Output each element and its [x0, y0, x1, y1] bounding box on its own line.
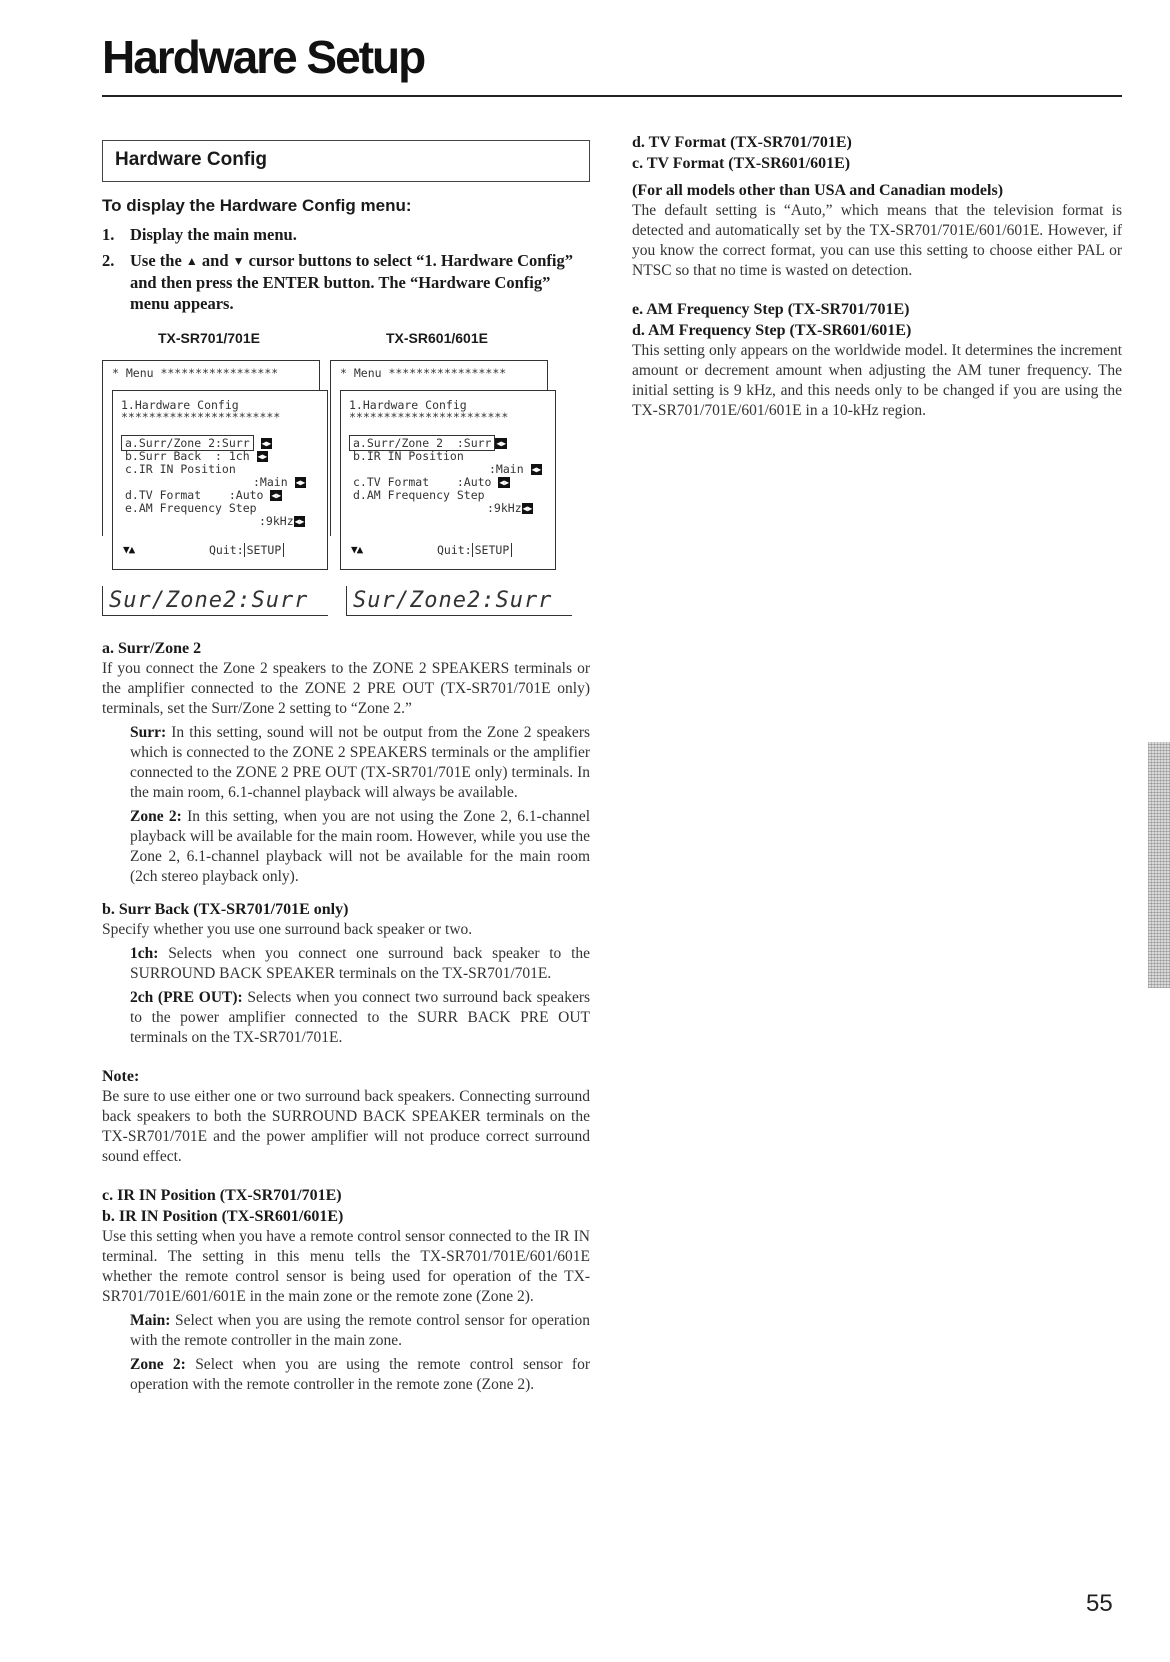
display-menu-heading: To display the Hardware Config menu: [102, 196, 412, 215]
ir-in-heading-701: c. IR IN Position (TX-SR701/701E) [102, 1187, 342, 1204]
menu-item-surr-back[interactable]: b.Surr Back : 1ch ◀▶ [125, 449, 268, 463]
lr-icon: ◀▶ [294, 517, 305, 526]
model-label: TX-SR601/601E [386, 330, 488, 346]
hardware-config-frame [340, 390, 556, 570]
front-display-sr701: Sur/Zone2:Surr [102, 586, 328, 616]
menu-item-am-step[interactable]: d.AM Frequency Step [353, 488, 485, 502]
surr-back-heading: b. Surr Back (TX-SR701/701E only) [102, 901, 349, 918]
osd-screens [102, 360, 590, 580]
down-arrow-icon: ▼ [232, 254, 245, 268]
ir-in-heading-601: b. IR IN Position (TX-SR601/601E) [102, 1208, 344, 1225]
steps-list [102, 224, 590, 314]
surr-zone-body: If you connect the Zone 2 speakers to the ZONE 2 SPEAKERS terminals or the amplifier connected to the ZONE 2 PRE OUT (TX-SR701/701E only) terminals, set the Surr/Zone 2 setting to “Zone 2.” [102, 660, 590, 717]
lr-icon: ◀▶ [522, 504, 533, 513]
up-arrow-icon: ▲ [185, 254, 198, 268]
menu-stars: *********************** [121, 410, 281, 424]
lr-icon: ◀▶ [257, 452, 268, 461]
menu-item-surr-zone[interactable]: a.Surr/Zone 2:Surr ◀▶ [121, 437, 272, 450]
lr-icon: ◀▶ [261, 439, 272, 448]
left-column [102, 140, 590, 1395]
step-2: 2. Use the ▲ and ▼ cursor buttons to select “1. Hardware Config” and then press the ENTER button. The “Hardware Config” menu appears. [102, 251, 573, 313]
menu-item-surr-zone[interactable]: a.Surr/Zone 2 :Surr ◀▶ [349, 437, 507, 450]
ir-in-body: Use this setting when you have a remote control sensor connected to the IR IN terminal. The setting in this menu tells the TX-SR701/701E/601/601E whether the remote control sensor is being used for operation of the TX-SR701/701E/601/601E in the main zone or the remote zone (Zone 2). [102, 1228, 590, 1305]
tv-format-heading-601: c. TV Format (TX-SR601/601E) [632, 155, 851, 172]
up-down-icon: ▼▲ [351, 543, 363, 556]
lr-icon: ◀▶ [295, 478, 306, 487]
menu-stars: *********************** [349, 410, 509, 424]
hardware-config-frame [112, 390, 328, 570]
menu-item-tv-format[interactable]: c.TV Format :Auto ◀▶ [353, 475, 510, 489]
2ch-option: 2ch (PRE OUT): Selects when you connect two surround back speakers to the power amplifier connected to the SURR BACK PRE OUT terminals on the TX-SR701/701E. [130, 989, 591, 1046]
menu-line: * Menu ***************** [112, 366, 279, 380]
osd-screen-sr601 [330, 360, 556, 572]
section-title-box: Hardware Config [102, 140, 590, 182]
up-down-icon: ▼▲ [123, 543, 135, 556]
surr-option: Surr: In this setting, sound will not be output from the Zone 2 speakers which is connected to the ZONE 2 SPEAKERS terminals or the amplifier connected to the ZONE 2 PRE OUT (TX-SR701/701E only) terminals. In the main room, 6.1-channel playback will always be available. [130, 724, 591, 801]
main-option: Main: Select when you are using the remote control sensor for operation with the remote controller in the main zone. [130, 1312, 591, 1349]
quit-hint: Quit: SETUP [209, 543, 284, 557]
front-display-sr601: Sur/Zone2:Surr [346, 586, 572, 616]
surr-back-body: Specify whether you use one surround back speaker or two. [102, 921, 473, 938]
model-label: TX-SR701/701E [158, 330, 260, 346]
page-title: Hardware Setup [102, 31, 425, 83]
right-column [632, 132, 1122, 421]
tv-format-body: The default setting is “Auto,” which means that the television format is detected and automatically set by the TX-SR701/701E/601/601E. However, if you know the correct format, you can use this setting to choose either PAL or NTSC so that no time is wasted on detection. [632, 202, 1122, 279]
title-rule [102, 95, 1122, 97]
lr-icon: ◀▶ [496, 439, 507, 448]
menu-item-ir-in-value: :Main ◀▶ [253, 475, 306, 489]
lr-icon: ◀▶ [499, 478, 510, 487]
menu-title: 1.Hardware Config [349, 398, 467, 412]
menu-item-ir-in-value: :Main ◀▶ [489, 462, 542, 476]
lr-icon: ◀▶ [531, 465, 542, 474]
am-step-heading-601: d. AM Frequency Step (TX-SR601/601E) [632, 322, 912, 339]
zone2-option: Zone 2: In this setting, when you are not using the Zone 2, 6.1-channel playback will be available for the main room. However, while you use the Zone 2, 6.1-channel playback will not be available for the main room (2ch stereo playback only). [130, 808, 591, 885]
menu-title: 1.Hardware Config [121, 398, 239, 412]
am-step-body: This setting only appears on the worldwide model. It determines the increment amount or decrement amount when adjusting the AM tuner frequency. The initial setting is 9 kHz, and this needs only to be changed if you are using the TX-SR701/701E/601/601E in a 10-kHz region. [632, 342, 1122, 419]
tv-format-heading-701: d. TV Format (TX-SR701/701E) [632, 134, 852, 151]
step-1: 1. Display the main menu. [102, 225, 297, 244]
model-labels [102, 330, 590, 352]
menu-item-am-step-value: :9kHz◀▶ [259, 514, 305, 528]
am-step-heading-701: e. AM Frequency Step (TX-SR701/701E) [632, 301, 910, 318]
note-heading: Note: [102, 1068, 140, 1085]
quit-hint: Quit: SETUP [437, 543, 512, 557]
menu-item-tv-format[interactable]: d.TV Format :Auto ◀▶ [125, 488, 282, 502]
note-body: Be sure to use either one or two surround back speakers. Connecting surround back speakers to both the SURROUND BACK SPEAKER terminals on the TX-SR701/701E and the power amplifier will not produce correct surround sound effect. [102, 1088, 590, 1165]
ir-zone2-option: Zone 2: Select when you are using the remote control sensor for operation with the remote controller in the remote zone (Zone 2). [130, 1356, 590, 1393]
front-panel-displays [102, 586, 590, 620]
surr-zone-heading: a. Surr/Zone 2 [102, 640, 202, 657]
tv-format-models-heading: (For all models other than USA and Canadian models) [632, 182, 1004, 199]
menu-item-ir-in[interactable]: c.IR IN Position [125, 462, 236, 476]
menu-line: * Menu ***************** [340, 366, 507, 380]
chapter-thumb-tab [1148, 742, 1170, 988]
page-number: 55 [1086, 1590, 1113, 1617]
1ch-option: 1ch: Selects when you connect one surround back speaker to the SURROUND BACK SPEAKER terminals on the TX-SR701/701E. [130, 945, 590, 982]
osd-screen-sr701 [102, 360, 328, 572]
menu-item-ir-in[interactable]: b.IR IN Position [353, 449, 464, 463]
lr-icon: ◀▶ [271, 491, 282, 500]
menu-item-am-step[interactable]: e.AM Frequency Step [125, 501, 257, 515]
menu-item-am-step-value: :9kHz◀▶ [487, 501, 533, 515]
